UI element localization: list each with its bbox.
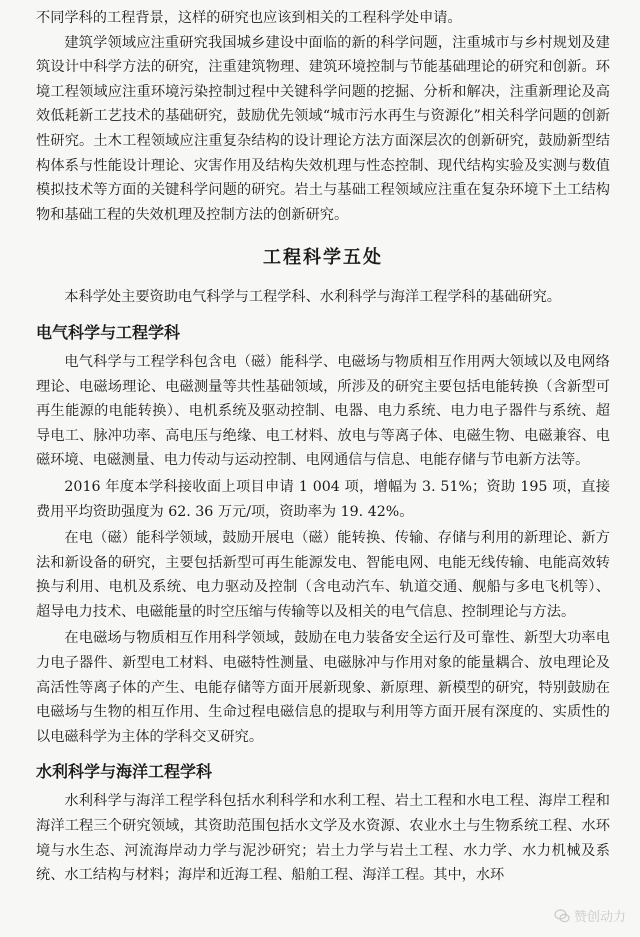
hydraulic-heading: 水利科学与海洋工程学科 — [36, 762, 213, 782]
watermark — [554, 906, 626, 925]
paragraph-architecture: 建筑学领域应注重研究我国城乡建设中面临的新的科学问题，注重城市与乡村规划及建筑设计中科学方法的研究，注重建筑物理、建筑环境控制与节能基础理论的研究和创新。环境工程领域应注重环境污染控制过程中关键科学问题的挖掘、分析和解决，注重新理论及高效低耗新工艺技术的基础研究，鼓励优先领域“城市污水再生与资源化”相关科学问题的创新性研究。土木工程领域应注重复杂结构的设计理论方法方面深层次的创新研究，鼓励新型结构体系与性能设计理论、灾害作用及结构失效机理与性态控制、现代结构实验及实测与数值模拟技术等方面的关键科学问题的研究。岩土与基础工程领域应注重在复杂环境下土工结构物和基础工程的失效机理及控制方法的创新研究。 — [36, 34, 610, 223]
paragraph-top-continuation: 不同学科的工程背景，这样的研究也应该到相关的工程科学处申请。 — [36, 10, 462, 26]
electrical-paragraph-4: 在电磁场与物质相互作用科学领域，鼓励在电力装备安全运行及可靠性、新型大功率电力电子器件、新型电工材料、电磁特性测量、电磁脉冲与作用对象的能量耦合、放电理论及高活性等离子体的产生、电能存储等方面开展新现象、新原理、新模型的研究，特别鼓励在电磁场与生物的相互作用、生命过程电磁信息的提取与利用等方面开展有深度的、实质性的以电磁科学为主体的学科交叉研究。 — [36, 630, 610, 745]
document-page — [36, 6, 610, 888]
section-title: 工程科学五处 — [263, 247, 383, 269]
electrical-heading: 电气科学与工程学科 — [36, 322, 181, 342]
electrical-paragraph-3: 在电（磁）能科学领域，鼓励开展电（磁）能转换、传输、存储与利用的新理论、新方法和新设备的研究，主要包括新型可再生能源发电、智能电网、电能无线传输、电能高效转换与利用、电机及系统、电力驱动及控制（含电动汽车、轨道交通、舰船与多电飞机等）、超导电力技术、电磁能量的时空压缩与传输等以及相关的电气信息、控制理论与方法。 — [36, 530, 610, 620]
section-intro: 本科学处主要资助电气科学与工程学科、水利科学与海洋工程学科的基础研究。 — [64, 289, 561, 306]
watermark-text: 赞创动力 — [573, 910, 626, 925]
electrical-paragraph-2: 2016 年度本学科接收面上项目申请 1 004 项，增幅为 3. 51%；资助 195 项，直接费用平均资助强度为 62. 36 万元/项，资助率为 19. 42%。 — [36, 478, 610, 520]
electrical-paragraph-1: 电气科学与工程学科包含电（磁）能科学、电磁场与物质相互作用两大领域以及电网络理论、电磁场理论、电磁测量等共性基础领域，所涉及的研究主要包括电能转换（含新型可再生能源的电能转换）、电机系统及驱动控制、电器、电力系统、电力电子器件与系统、超导电工、脉冲功率、高电压与绝缘、电工材料、放电与等离子体、电磁生物、电磁兼容、电磁环境、电磁测量、电力传动与运动控制、电网通信与信息、电能存储与节电新方法等。 — [36, 353, 610, 469]
wechat-icon — [554, 908, 570, 924]
hydraulic-paragraph-1: 水利科学与海洋工程学科包括水利科学和水利工程、岩土工程和水电工程、海岸工程和海洋工程三个研究领域，其资助范围包括水文学及水资源、农业水土与生物系统工程、水环境与水生态、河流海岸动力学与泥沙研究；岩土力学与岩土工程、水力学、水力机械及系统、水工结构与材料；海岸和近海工程、船舶工程、海洋工程。其中，水环 — [36, 793, 610, 884]
